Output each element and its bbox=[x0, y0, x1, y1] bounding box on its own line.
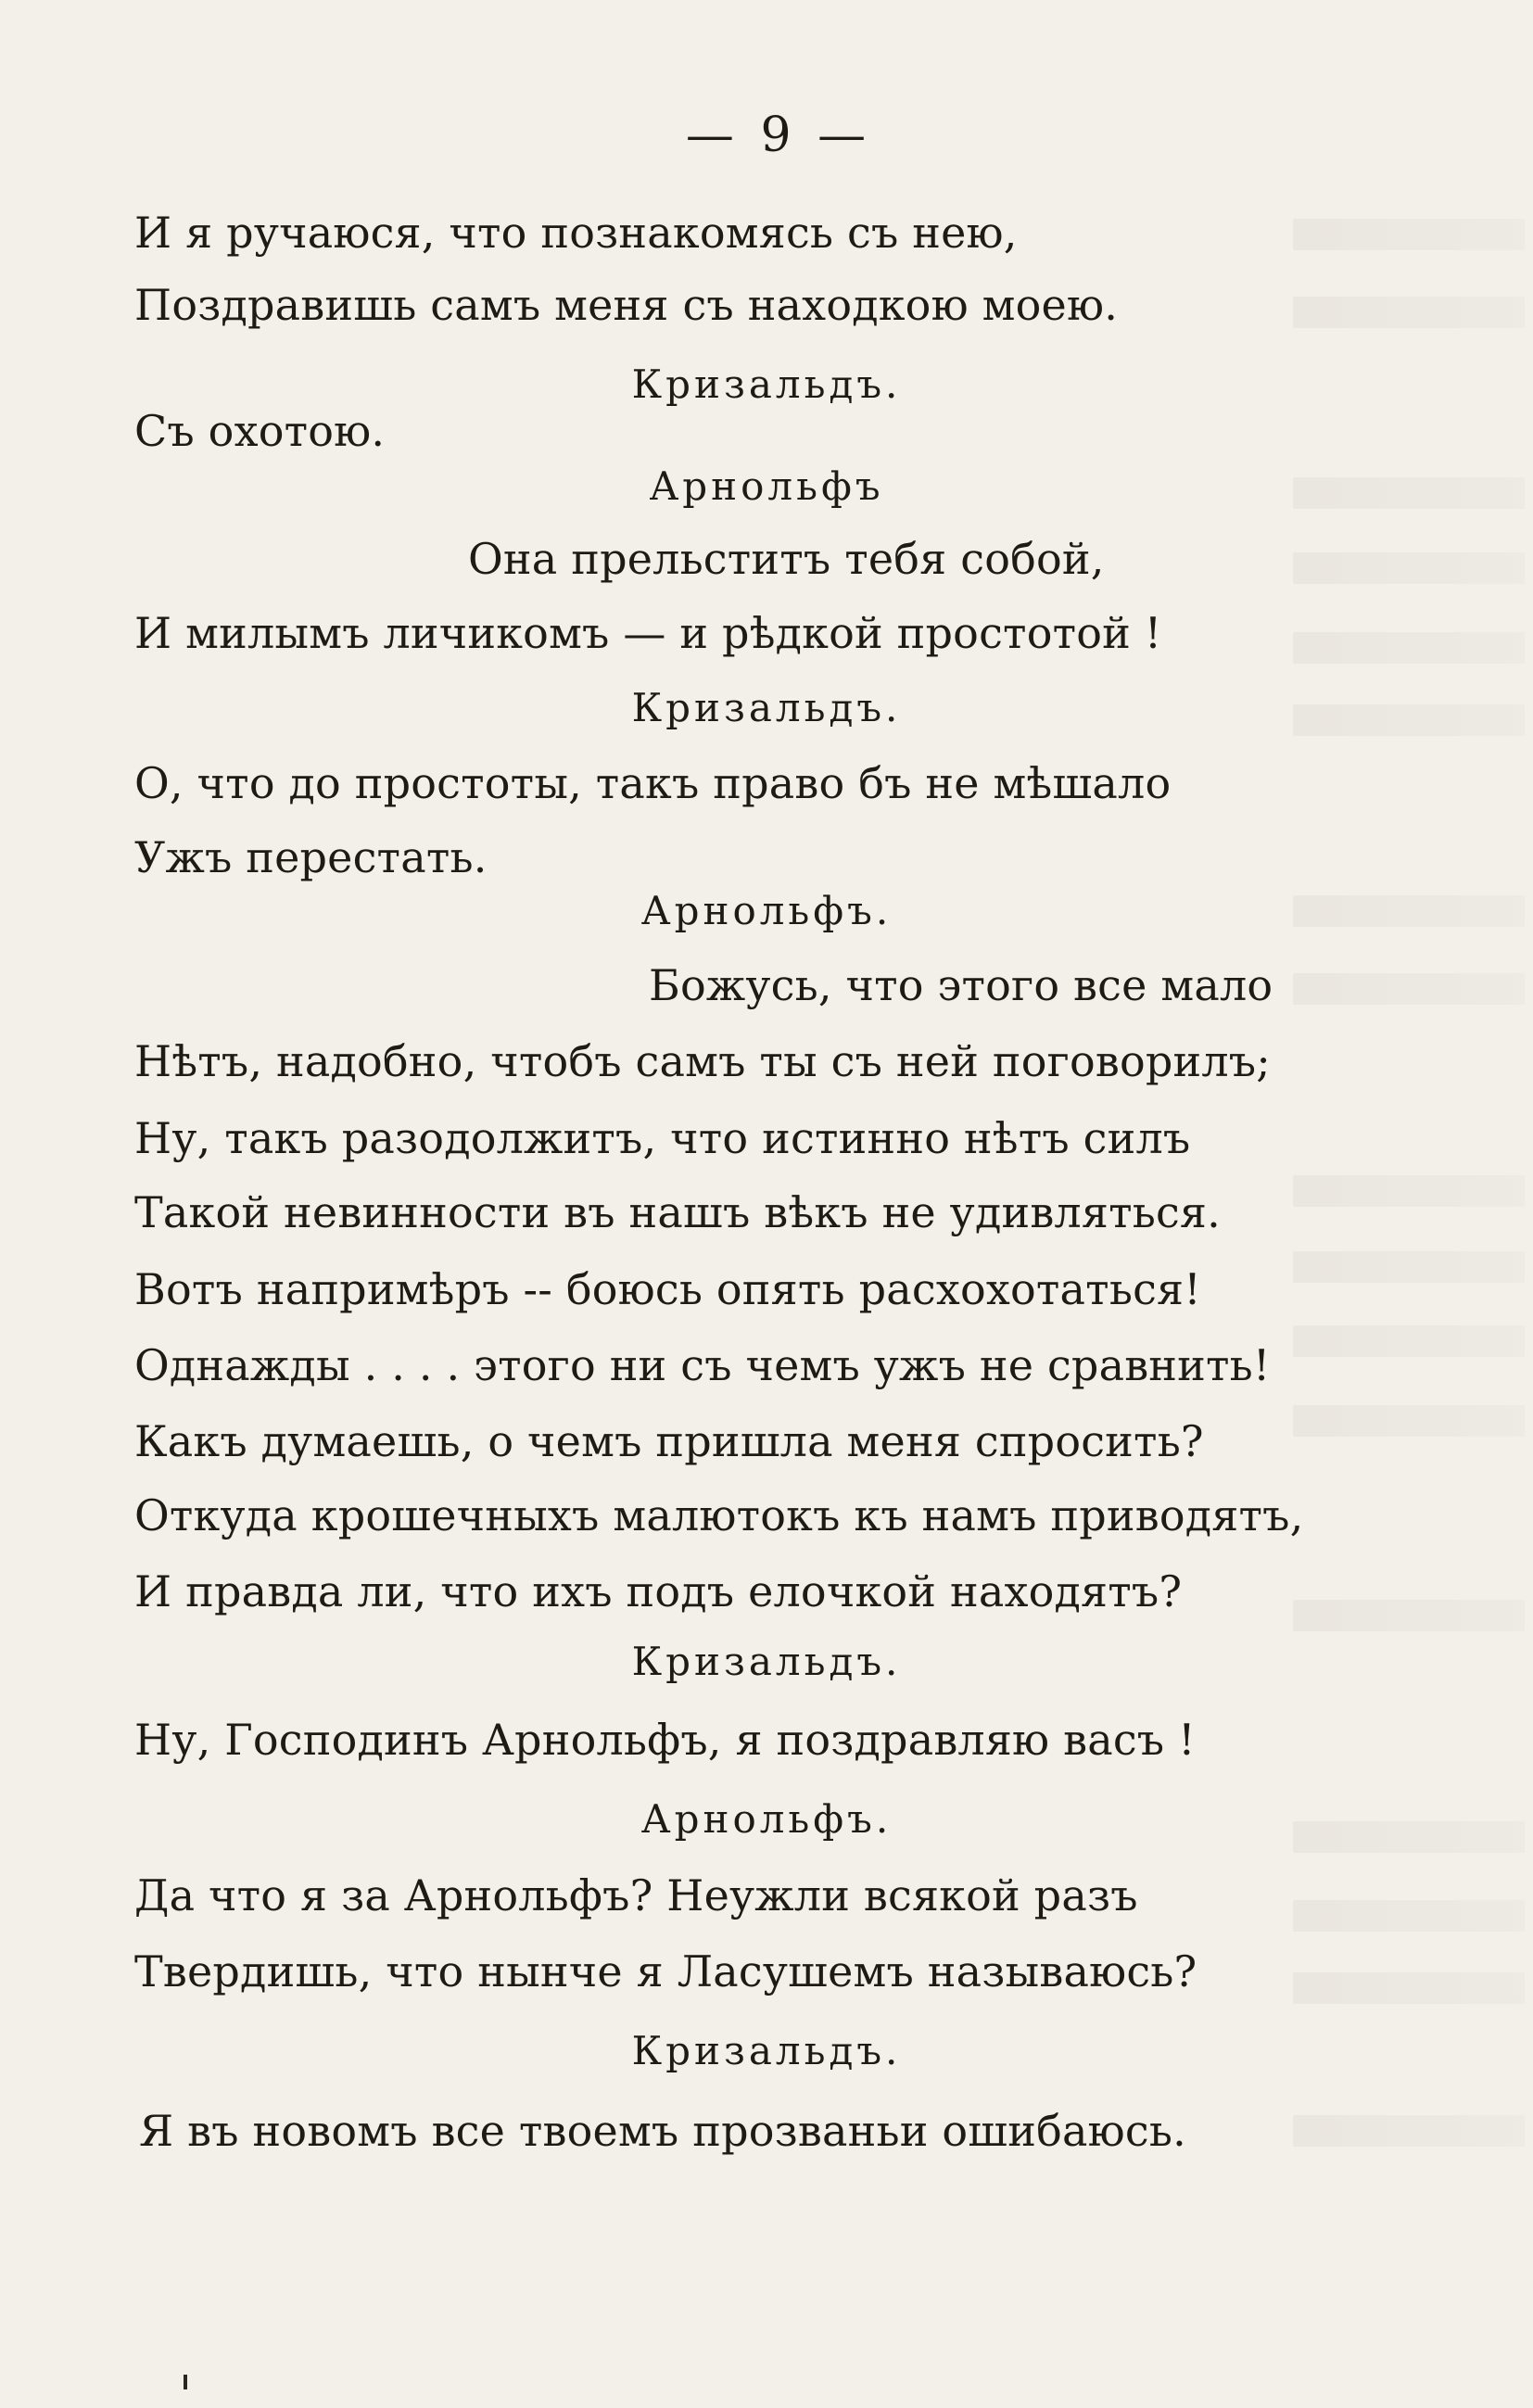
verse-line: И правда ли, что ихъ подъ елочкой находятъ? bbox=[134, 1566, 1183, 1616]
verse-line: Божусь, что этого все мало bbox=[649, 960, 1273, 1010]
verse-line: И милымъ личикомъ — и рѣдкой простотой ! bbox=[134, 608, 1162, 658]
verse-line: Однажды . . . . этого ни съ чемъ ужъ не сравнить! bbox=[134, 1340, 1271, 1390]
verse-line: Съ охотою. bbox=[134, 406, 386, 456]
verse-line: Да что я за Арнольфъ? Неужли всякой разъ bbox=[134, 1870, 1138, 1920]
verse-line: Ужъ перестать. bbox=[134, 832, 488, 882]
verse-line: Она прельститъ тебя собой, bbox=[468, 534, 1105, 584]
speaker-name: Кризальдъ. bbox=[631, 2028, 902, 2073]
verse-line: Ну, такъ разодолжитъ, что истинно нѣтъ силъ bbox=[134, 1113, 1191, 1163]
verse-line: Откуда крошечныхъ малютокъ къ намъ приводятъ, bbox=[134, 1490, 1304, 1540]
speaker-name: Кризальдъ. bbox=[631, 685, 902, 730]
verse-line: О, что до простоты, такъ право бъ не мѣшало bbox=[134, 758, 1172, 808]
verse-line: Ну, Господинъ Арнольфъ, я поздравляю васъ ! bbox=[134, 1715, 1196, 1765]
speaker-name: Кризальдъ. bbox=[631, 361, 902, 407]
speaker-name: Арнольфъ. bbox=[640, 1796, 893, 1842]
page-number: — 9 — bbox=[685, 108, 872, 163]
verse-line: Вотъ напримѣръ -- боюсь опять расхохотаться! bbox=[134, 1264, 1201, 1314]
verse-line: И я ручаюся, что познакомясь съ нею, bbox=[134, 208, 1018, 258]
speaker-name: Арнольфъ bbox=[649, 463, 884, 509]
speaker-name: Арнольфъ. bbox=[640, 888, 893, 933]
verse-line: Такой невинности въ нашъ вѣкъ не удивляться. bbox=[134, 1187, 1221, 1237]
verse-line: Твердишь, что нынче я Ласушемъ называюсь? bbox=[134, 1946, 1197, 1996]
verse-line: Нѣтъ, надобно, чтобъ самъ ты съ ней поговорилъ; bbox=[134, 1036, 1271, 1086]
ink-speck bbox=[184, 2375, 187, 2389]
verse-line: Какъ думаешь, о чемъ пришла меня спросить? bbox=[134, 1416, 1204, 1466]
speaker-name: Кризальдъ. bbox=[631, 1639, 902, 1684]
verse-line: Поздравишь самъ меня съ находкою моею. bbox=[134, 280, 1119, 330]
verse-line: Я въ новомъ все твоемъ прозваньи ошибаюсь. bbox=[139, 2106, 1186, 2156]
